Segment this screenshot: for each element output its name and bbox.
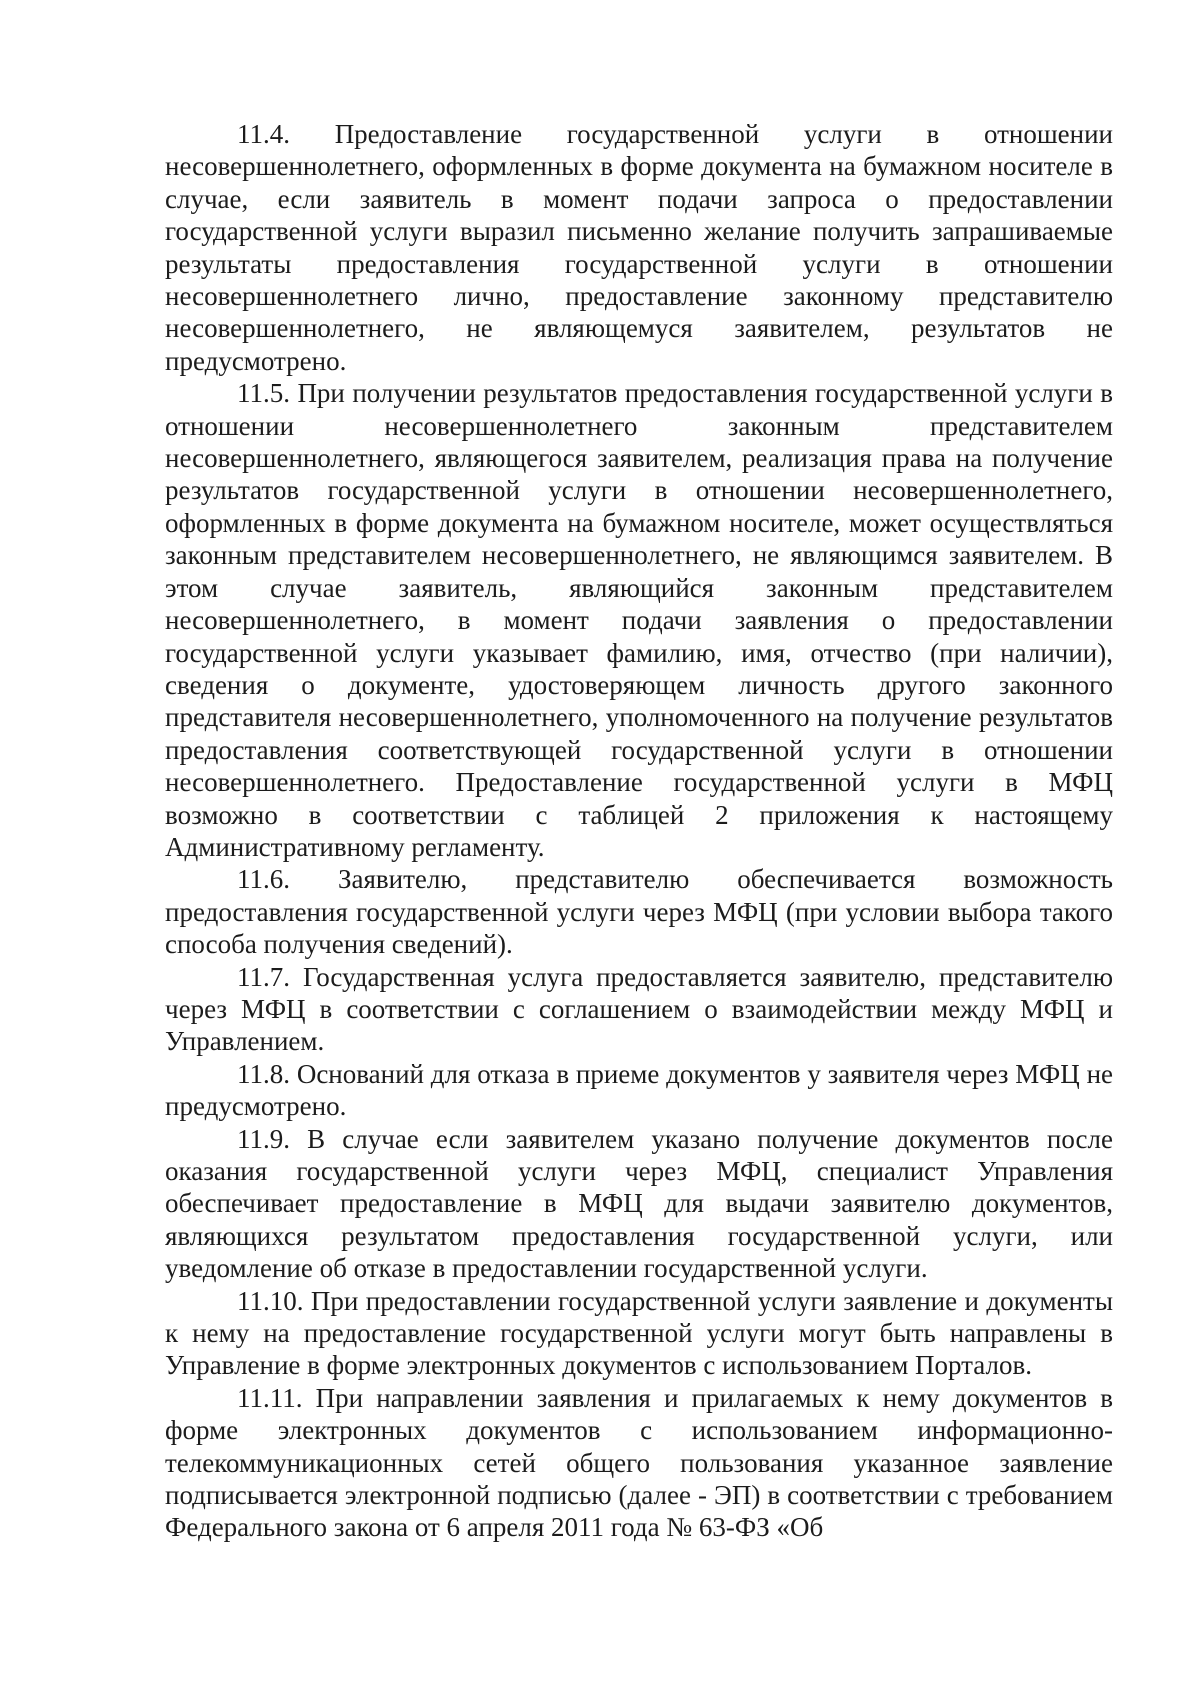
paragraph-11-4: 11.4. Предоставление государственной услуги в отношении несовершеннолетнего, оформленных в форме документа на бумажном носителе в случае, если заявитель в момент подачи запроса о предоставлении государственной услуги выразил письменно желание получить запрашиваемые результаты предоставления государственной услуги в отношении несовершеннолетнего лично, предоставление законному представителю несовершеннолетнего, не являющемуся заявителем, результатов не предусмотрено. xyxy=(165,119,1113,376)
paragraph-11-7: 11.7. Государственная услуга предоставляется заявителю, представителю через МФЦ в соответствии с соглашением о взаимодействии между МФЦ и Управлением. xyxy=(165,961,1113,1057)
paragraph-11-5: 11.5. При получении результатов предоставления государственной услуги в отношении несовершеннолетнего законным представителем несовершеннолетнего, являющегося заявителем, реализация права на получение результатов государственной услуги в отношении несовершеннолетнего, оформленных в форме документа на бумажном носителе, может осуществляться законным представителем несовершеннолетнего, не являющимся заявителем. В этом случае заявитель, являющийся законным представителем несовершеннолетнего, в момент подачи заявления о предоставлении государственной услуги указывает фамилию, имя, отчество (при наличии), сведения о документе, удостоверяющем личность другого законного представителя несовершеннолетнего, уполномоченного на получение результатов предоставления соответствующей государственной услуги в отношении несовершеннолетнего. Предоставление государственной услуги в МФЦ возможно в соответствии с таблицей 2 приложения к настоящему Административному регламенту. xyxy=(165,378,1113,862)
document-body xyxy=(165,118,1113,1544)
paragraph-11-10: 11.10. При предоставлении государственной услуги заявление и документы к нему на предоставление государственной услуги могут быть направлены в Управление в форме электронных документов с использованием Порталов. xyxy=(165,1285,1113,1381)
paragraph-11-11: 11.11. При направлении заявления и прилагаемых к нему документов в форме электронных документов с использованием информационно-телекоммуникационных сетей общего пользования указанное заявление подписывается электронной подписью (далее - ЭП) в соответствии с требованием Федерального закона от 6 апреля 2011 года № 63-ФЗ «Об xyxy=(165,1382,1113,1543)
paragraph-11-8: 11.8. Оснований для отказа в приеме документов у заявителя через МФЦ не предусмотрено. xyxy=(165,1058,1113,1122)
paragraph-11-6: 11.6. Заявителю, представителю обеспечивается возможность предоставления государственной услуги через МФЦ (при условии выбора такого способа получения сведений). xyxy=(165,864,1113,960)
paragraph-11-9: 11.9. В случае если заявителем указано получение документов после оказания государственной услуги через МФЦ, специалист Управления обеспечивает предоставление в МФЦ для выдачи заявителю документов, являющихся результатом предоставления государственной услуги, или уведомление об отказе в предоставлении государственной услуги. xyxy=(165,1123,1113,1284)
